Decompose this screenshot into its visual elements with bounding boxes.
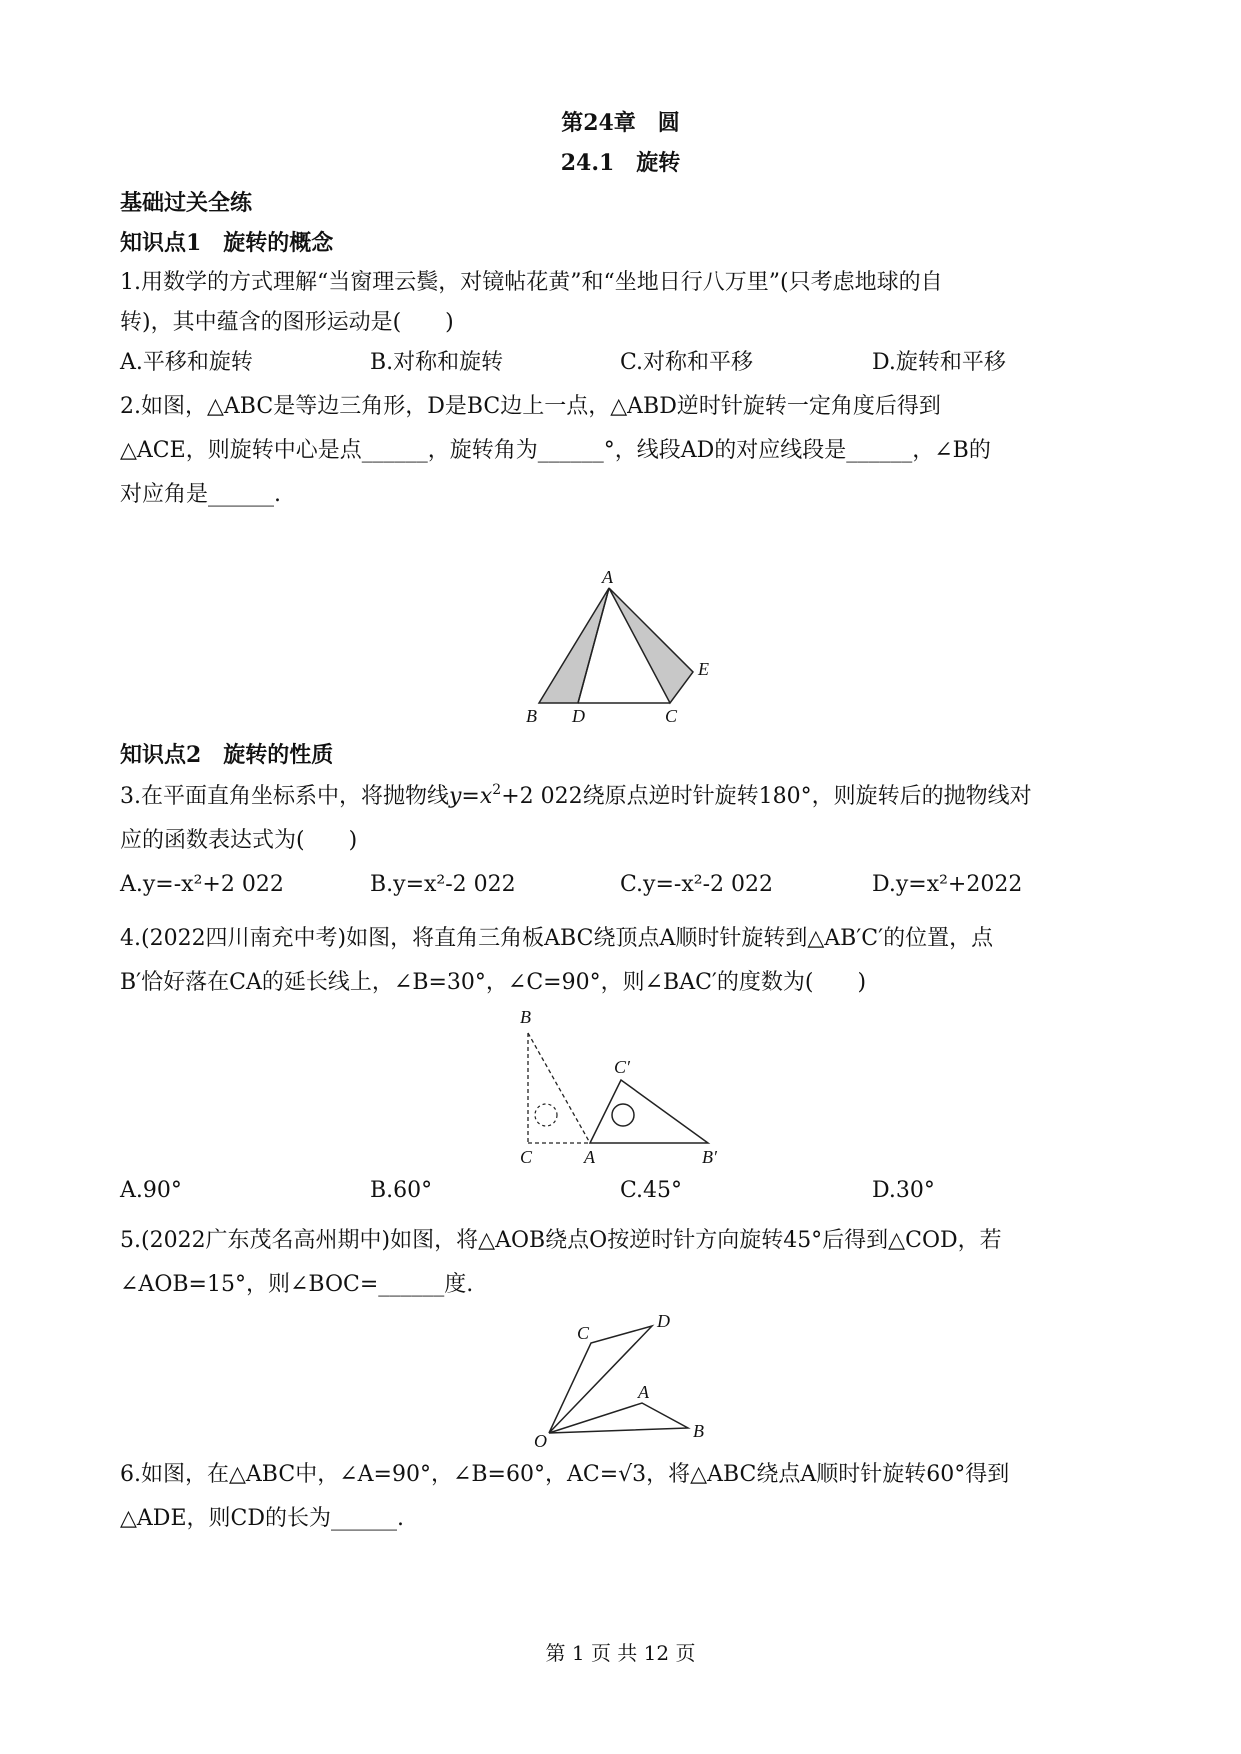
triangle-aob (549, 1403, 688, 1433)
label-b-prime: B′ (702, 1147, 717, 1167)
q3-line2: 应的函数表达式为( ) (120, 828, 358, 853)
q3-option-d: D.y=x²+2022 (872, 872, 1023, 897)
knowledge-point-1: 知识点1 旋转的概念 (120, 230, 334, 256)
label-a: A (602, 567, 613, 587)
label-a: A (584, 1147, 595, 1167)
label-e: E (698, 659, 709, 679)
q3-line1: 3.在平面直角坐标系中，将抛物线$y=x^2+2$ 022绕原点逆时针旋转180°，则旋转后的抛物线对 (120, 782, 1032, 809)
segment-ba (528, 1033, 590, 1143)
label-a: A (638, 1382, 649, 1402)
page-footer: 第 1 页 共 12 页 (545, 1641, 696, 1665)
q6-line1: 6.如图，在△ABC中，∠A=90°，∠B=60°，AC=√3，将△ABC绕点A顺时针旋转60°得到 (120, 1462, 1010, 1487)
label-b: B (693, 1421, 704, 1441)
label-c: C (577, 1323, 590, 1343)
label-c: C (665, 706, 678, 726)
label-b: B (520, 1007, 531, 1027)
knowledge-point-2: 知识点2 旋转的性质 (120, 742, 334, 768)
q4-line1: 4.(2022四川南充中考)如图，将直角三角板ABC绕顶点A顺时针旋转到△AB′C′的位置，点 (120, 926, 994, 951)
q3-option-a: A.y=-x²+2 022 (120, 872, 284, 897)
q1-option-a: A.平移和旋转 (120, 350, 253, 375)
chapter-title: 第24章 圆 (561, 110, 680, 136)
label-d: D (657, 1311, 670, 1331)
q6-line2: △ADE，则CD的长为______. (120, 1506, 404, 1531)
triangle-abd (539, 588, 609, 703)
q5-line1: 5.(2022广东茂名高州期中)如图，将△AOB绕点O按逆时针方向旋转45°后得到△COD，若 (120, 1228, 1002, 1253)
practice-title: 基础过关全练 (120, 190, 253, 216)
label-d: D (572, 706, 585, 726)
solid-hole (612, 1104, 634, 1126)
label-o: O (534, 1431, 547, 1450)
q2-line2: △ACE，则旋转中心是点______，旋转角为______°，线段AD的对应线段是______，∠B的 (120, 438, 991, 463)
q4-option-d: D.30° (872, 1178, 935, 1203)
q5-figure (525, 1305, 725, 1450)
q4-option-a: A.90° (120, 1178, 182, 1203)
q2-line1: 2.如图，△ABC是等边三角形，D是BC边上一点，△ABD逆时针旋转一定角度后得到 (120, 394, 941, 419)
q4-option-b: B.60° (370, 1178, 433, 1203)
label-b: B (526, 706, 537, 726)
q1-line2: 转)，其中蕴含的图形运动是( ) (120, 310, 454, 335)
q3-option-b: B.y=x²-2 022 (370, 872, 516, 897)
q4-figure (510, 1005, 740, 1170)
dashed-hole (535, 1104, 557, 1126)
label-c: C (520, 1147, 533, 1167)
q2-figure (520, 565, 740, 730)
label-c-prime: C′ (614, 1057, 630, 1077)
q4-line2: B′恰好落在CA的延长线上，∠B=30°，∠C=90°，则∠BAC′的度数为( ) (120, 970, 867, 995)
q1-option-b: B.对称和旋转 (370, 350, 504, 375)
triangle-ace (609, 588, 693, 703)
q2-line3: 对应角是______. (120, 482, 281, 507)
q5-line2: ∠AOB=15°，则∠BOC=______度. (120, 1272, 474, 1297)
q1-option-d: D.旋转和平移 (872, 350, 1006, 375)
q3-option-c: C.y=-x²-2 022 (620, 872, 773, 897)
q4-option-c: C.45° (620, 1178, 683, 1203)
q1-option-c: C.对称和平移 (620, 350, 754, 375)
section-title: 24.1 旋转 (560, 150, 681, 176)
triangle-ab-c (590, 1080, 708, 1143)
q1-line1: 1.用数学的方式理解“当窗理云鬓，对镜帖花黄”和“坐地日行八万里”(只考虑地球的自 (120, 270, 943, 295)
